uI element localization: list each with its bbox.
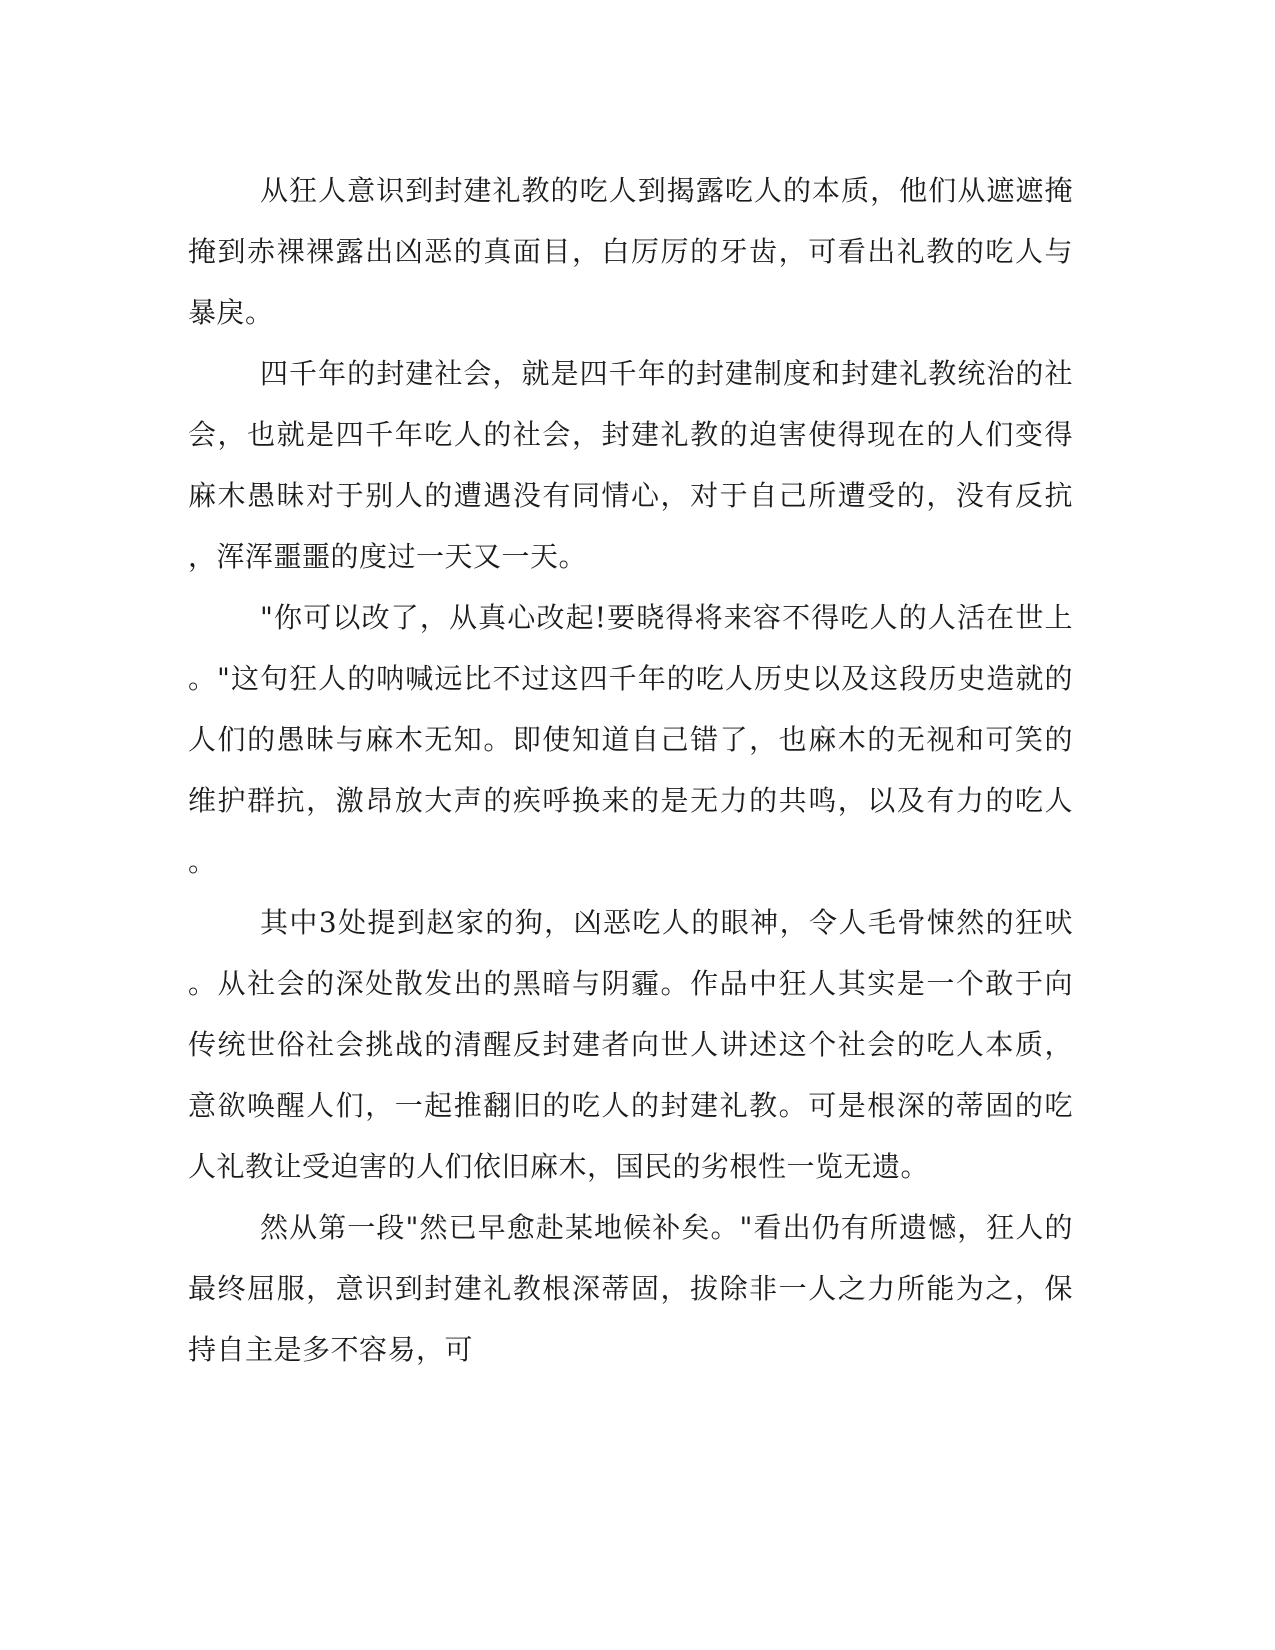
text-line: 持自主是多不容易，可	[188, 1333, 474, 1366]
paragraph-5	[188, 1197, 1073, 1380]
text-line: 四千年的封建社会，就是四千年的封建制度和封建礼教统治的社	[260, 357, 1073, 390]
paragraph-4	[188, 892, 1073, 1197]
text-line: 。从社会的深处散发出的黑暗与阴霾。作品中狂人其实是一个敢于向	[188, 967, 1073, 1000]
text-line: 麻木愚昧对于别人的遭遇没有同情心，对于自己所遭受的，没有反抗	[188, 479, 1073, 512]
paragraph-2	[188, 343, 1073, 587]
text-line: 会，也就是四千年吃人的社会，封建礼教的迫害使得现在的人们变得	[188, 418, 1073, 451]
text-line: "你可以改了，从真心改起!要晓得将来容不得吃人的人活在世上	[260, 601, 1073, 634]
text-line: 传统世俗社会挑战的清醒反封建者向世人讲述这个社会的吃人本质，	[188, 1028, 1073, 1061]
text-line: ，浑浑噩噩的度过一天又一天。	[188, 540, 588, 573]
text-line: 。"这句狂人的呐喊远比不过这四千年的吃人历史以及这段历史造就的	[188, 662, 1073, 695]
text-line: 维护群抗，激昂放大声的疾呼换来的是无力的共鸣，以及有力的吃人	[188, 784, 1073, 817]
text-line: 然从第一段"然已早愈赴某地候补矣。"看出仍有所遗憾，狂人的	[260, 1211, 1073, 1244]
paragraph-1	[188, 160, 1073, 343]
text-line: 意欲唤醒人们，一起推翻旧的吃人的封建礼教。可是根深的蒂固的吃	[188, 1089, 1073, 1122]
text-line: 。	[188, 845, 217, 878]
text-line: 人们的愚昧与麻木无知。即使知道自己错了，也麻木的无视和可笑的	[188, 723, 1073, 756]
text-line: 暴戾。	[188, 296, 274, 329]
text-line: 其中3处提到赵家的狗，凶恶吃人的眼神，令人毛骨悚然的狂吠	[260, 906, 1073, 939]
text-line: 人礼教让受迫害的人们依旧麻木，国民的劣根性一览无遗。	[188, 1150, 930, 1183]
body-text	[188, 160, 1073, 1380]
text-line: 掩到赤裸裸露出凶恶的真面目，白厉厉的牙齿，可看出礼教的吃人与	[188, 235, 1073, 268]
paragraph-3	[188, 587, 1073, 892]
text-line: 最终屈服，意识到封建礼教根深蒂固，拔除非一人之力所能为之，保	[188, 1272, 1073, 1305]
text-line: 从狂人意识到封建礼教的吃人到揭露吃人的本质，他们从遮遮掩	[260, 174, 1073, 207]
